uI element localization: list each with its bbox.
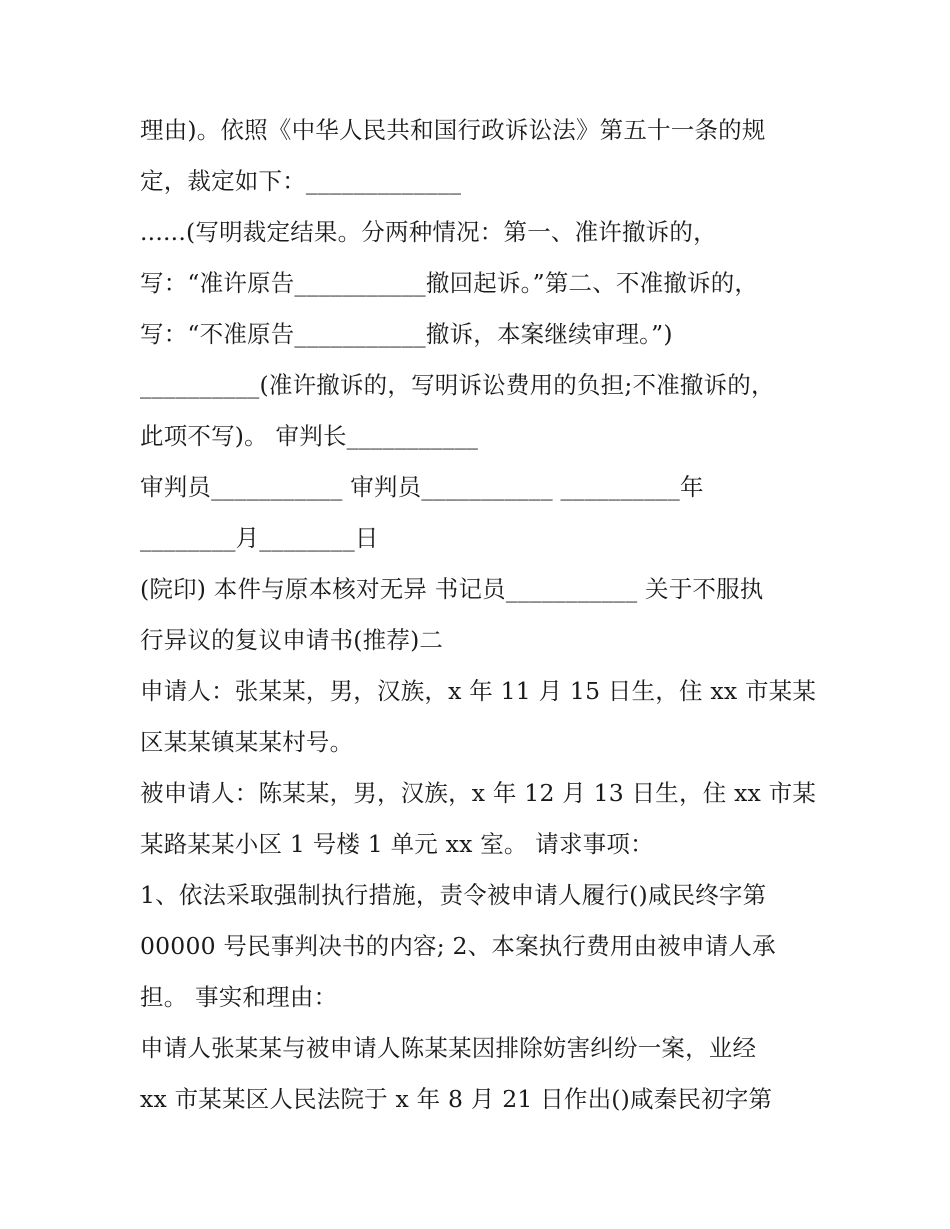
text-line: (院印) 本件与原本核对无异 书记员___________ 关于不服执 bbox=[140, 575, 764, 603]
text-line: xx 市某某区人民法院于 x 年 8 月 21 日作出()咸秦民初字第 bbox=[140, 1085, 773, 1113]
text-line: 申请人：张某某，男，汉族，x 年 11 月 15 日生，住 xx 市某某 bbox=[140, 677, 817, 705]
text-line: ......(写明裁定结果。分两种情况：第一、准许撤诉的， bbox=[140, 218, 717, 246]
text-line: 区某某镇某某村号。 bbox=[140, 728, 354, 756]
text-line: 写：“准许原告___________撤回起诉。”第二、不准撤诉的， bbox=[140, 269, 759, 297]
text-line: 1、依法采取强制执行措施，责令被申请人履行()咸民终字第 bbox=[140, 881, 767, 909]
text-line: 审判员___________ 审判员___________ __________年 bbox=[140, 473, 704, 501]
text-line: 理由)。依照《中华人民共和国行政诉讼法》第五十一条的规 bbox=[140, 116, 766, 144]
text-line: 00000 号民事判决书的内容; 2、本案执行费用由被申请人承 bbox=[140, 932, 776, 960]
text-line: 行异议的复议申请书(推荐)二 bbox=[140, 626, 444, 654]
text-line: 某路某某小区 1 号楼 1 单元 xx 室。 请求事项： bbox=[140, 830, 654, 858]
text-line: ________月________日 bbox=[140, 524, 379, 552]
text-line: 申请人张某某与被申请人陈某某因排除妨害纠纷一案，业经 bbox=[140, 1034, 757, 1062]
text-line: 担。 事实和理由： bbox=[140, 983, 338, 1011]
text-line: 被申请人：陈某某，男，汉族，x 年 12 月 13 日生，住 xx 市某 bbox=[140, 779, 817, 807]
text-line: 此项不写)。 审判长___________ bbox=[140, 422, 479, 450]
text-line: 定，裁定如下：_____________ bbox=[140, 167, 462, 195]
text-line: 写：“不准原告___________撤诉，本案继续审理。”) bbox=[140, 320, 673, 348]
text-line: __________(准许撤诉的，写明诉讼费用的负担;不准撤诉的， bbox=[140, 371, 775, 399]
